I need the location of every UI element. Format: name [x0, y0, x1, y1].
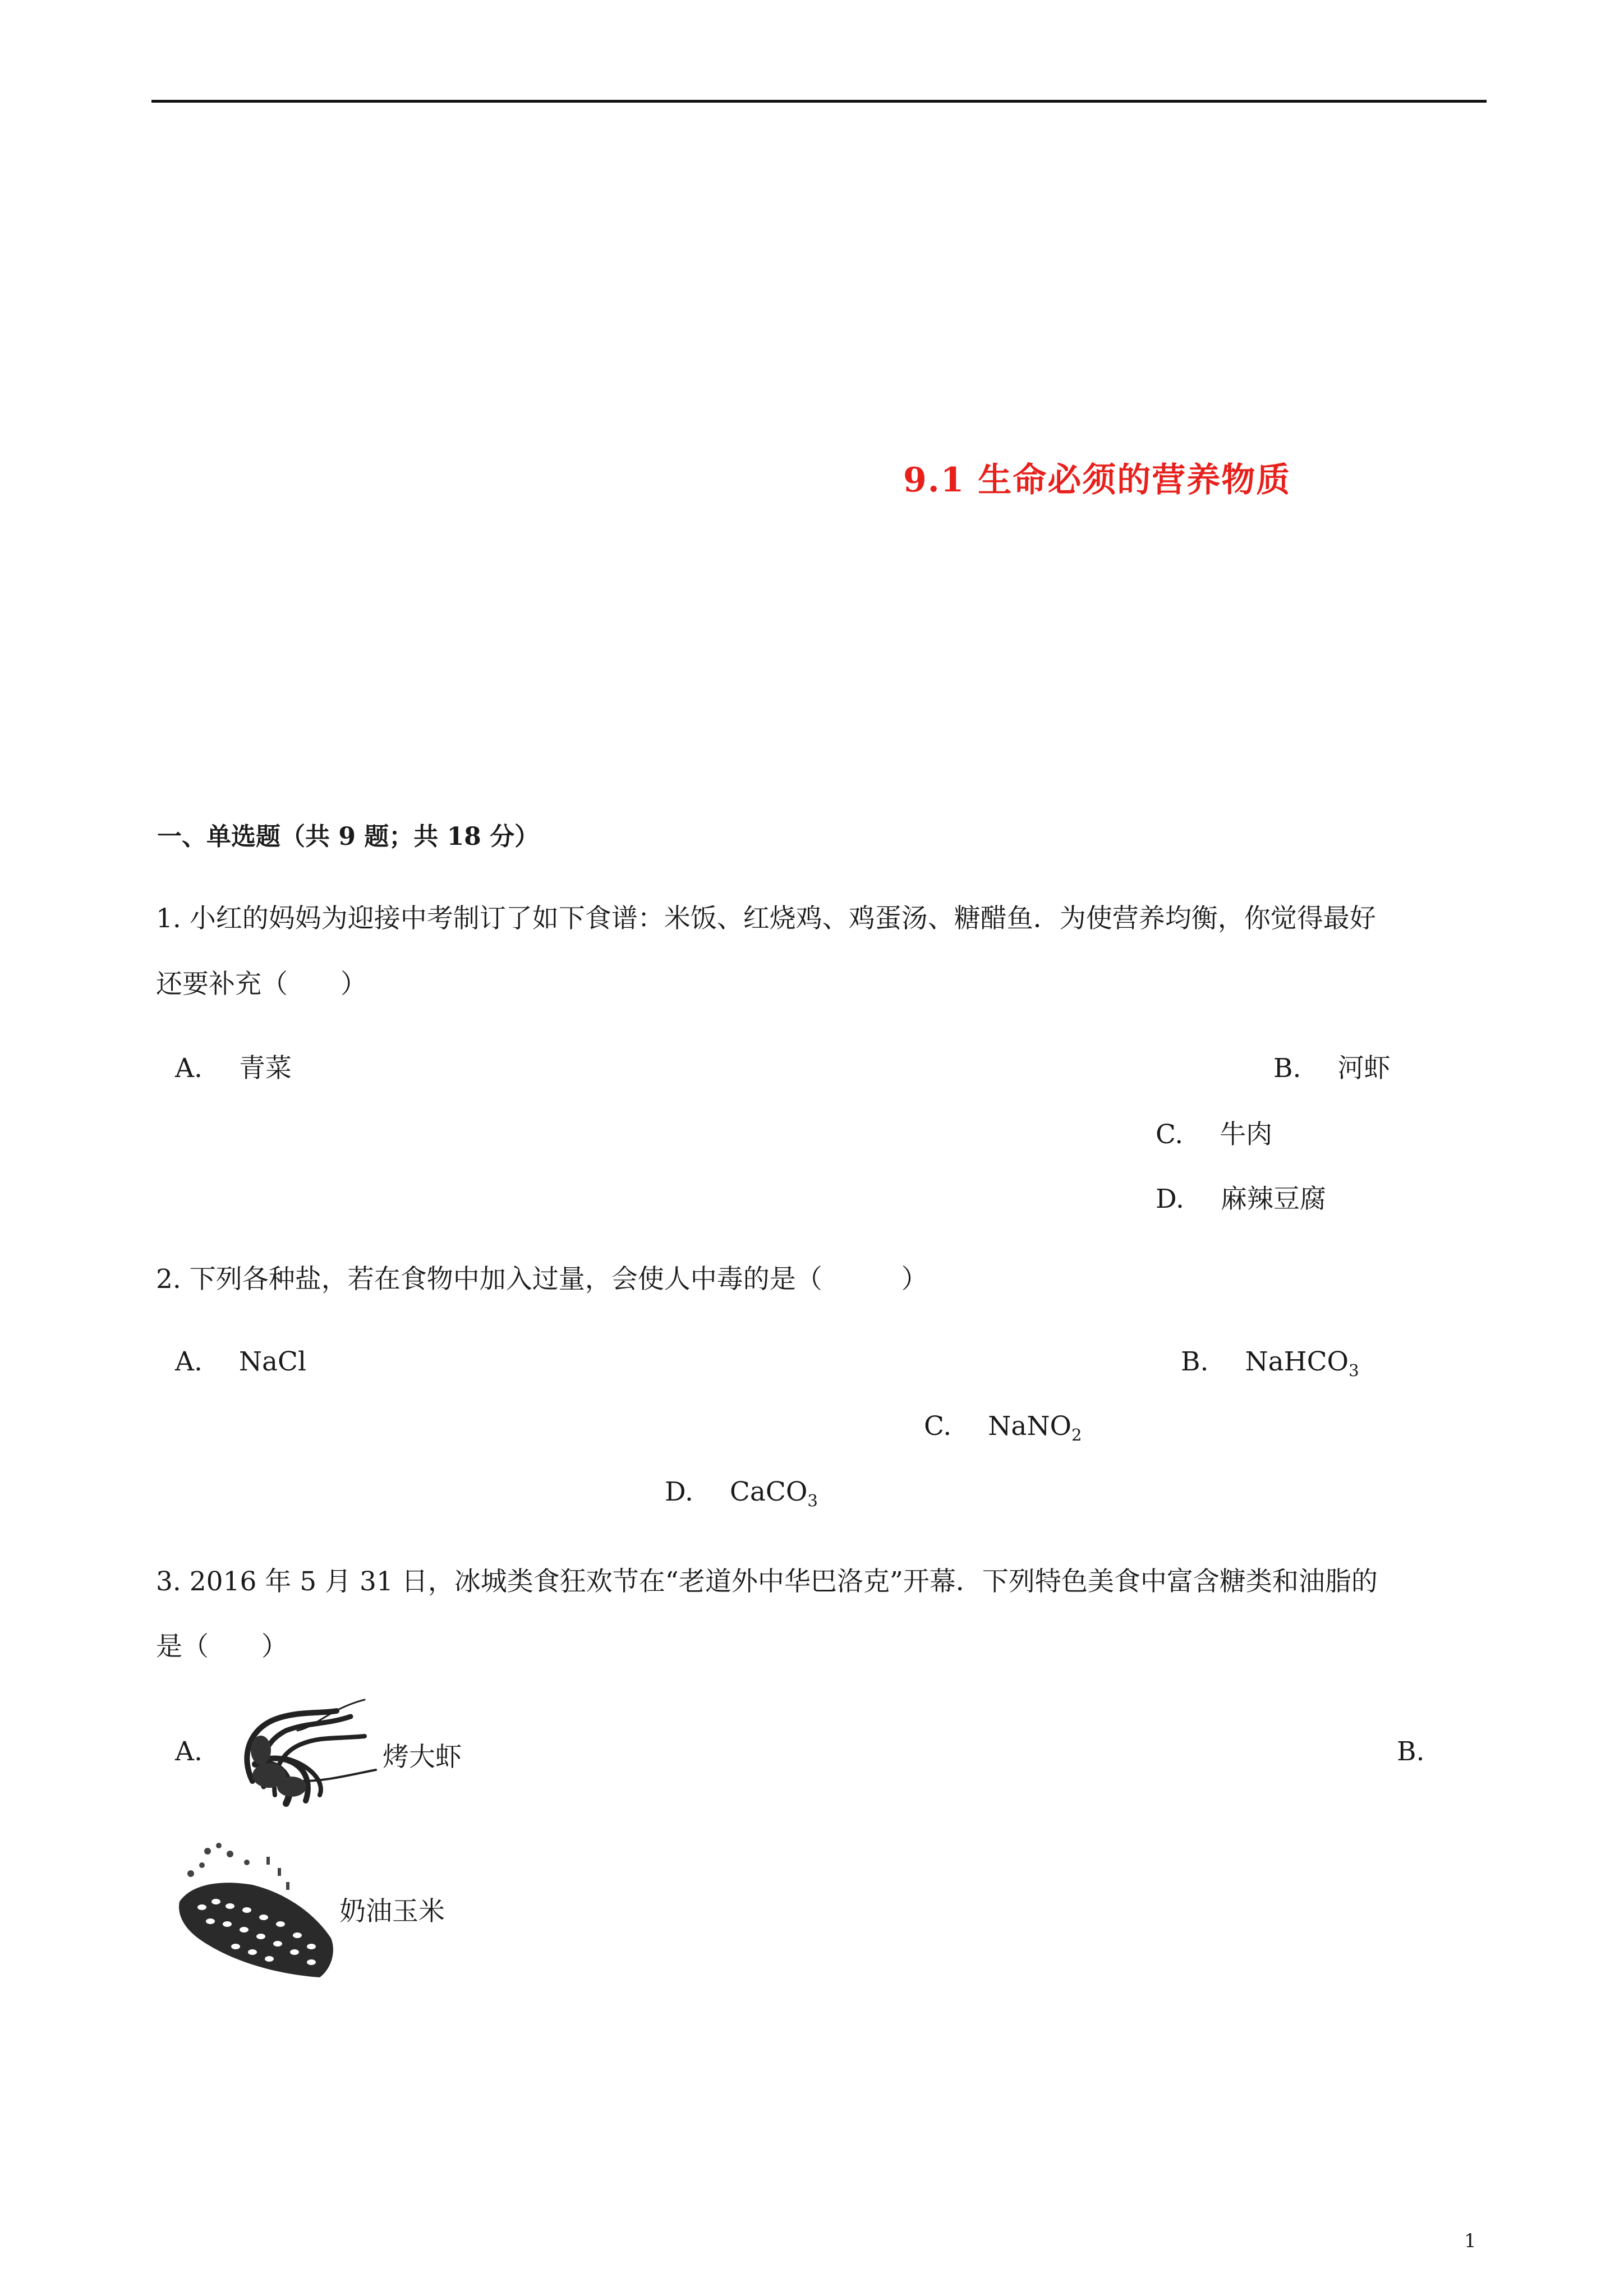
- option-formula: NaCl: [238, 1346, 306, 1377]
- q1-option-b[interactable]: [1273, 1047, 1390, 1085]
- option-text: 青菜: [238, 1053, 292, 1084]
- question-3-line-1: 3. 2016 年 5 月 31 日，冰城类食狂欢节在“老道外中华巴洛克”开幕．下列特色美食中富含糖类和油脂的: [156, 1566, 1378, 1597]
- document-title: 9.1 生命必须的营养物质: [903, 461, 1291, 500]
- page-number: 1: [1464, 2230, 1476, 2252]
- butter-corn-image: [168, 1840, 342, 1986]
- q1-option-d[interactable]: [1156, 1178, 1326, 1216]
- option-letter: A.: [175, 1053, 203, 1084]
- option-letter: B.: [1181, 1346, 1209, 1377]
- header-rule: [151, 100, 1487, 103]
- option-letter: A.: [175, 1346, 203, 1377]
- option-formula: CaCO: [729, 1476, 808, 1507]
- q1-option-c[interactable]: [1156, 1114, 1272, 1151]
- formula-subscript: 2: [1071, 1425, 1082, 1445]
- q1-option-a[interactable]: [175, 1047, 292, 1085]
- q3-option-a-text: 烤大虾: [383, 1742, 462, 1773]
- q3-option-a-letter[interactable]: A.: [175, 1736, 203, 1767]
- option-text: 河虾: [1337, 1053, 1391, 1084]
- question-2-line-1: 2. 下列各种盐，若在食物中加入过量，会使人中毒的是（ ）: [156, 1264, 928, 1295]
- option-letter: D.: [1156, 1184, 1184, 1214]
- option-text: 牛肉: [1220, 1119, 1273, 1150]
- option-text: 麻辣豆腐: [1220, 1184, 1326, 1214]
- formula-subscript: 3: [807, 1491, 818, 1511]
- option-letter: D.: [665, 1476, 693, 1507]
- formula-subscript: 3: [1349, 1361, 1359, 1381]
- q2-option-c[interactable]: [924, 1411, 1082, 1444]
- q3-option-b-text: 奶油玉米: [339, 1896, 445, 1927]
- q2-option-b[interactable]: [1181, 1346, 1359, 1380]
- question-3-line-2: 是（ ）: [156, 1631, 288, 1662]
- option-letter: B.: [1273, 1053, 1301, 1084]
- q3-option-b-letter[interactable]: B.: [1397, 1736, 1425, 1767]
- q2-option-d[interactable]: [665, 1476, 818, 1510]
- question-1-line-2: 还要补充（ ）: [156, 969, 367, 1000]
- option-formula: NaHCO: [1245, 1346, 1349, 1377]
- q2-option-a[interactable]: [175, 1346, 306, 1377]
- question-1-line-1: 1. 小红的妈妈为迎接中考制订了如下食谱：米饭、红烧鸡、鸡蛋汤、糖醋鱼．为使营养均衡，你觉得最好: [156, 903, 1376, 934]
- option-letter: C.: [924, 1411, 952, 1442]
- section-heading: 一、单选题（共 9 题；共 18 分）: [157, 822, 540, 851]
- option-letter: C.: [1156, 1119, 1184, 1150]
- option-formula: NaNO: [988, 1411, 1071, 1442]
- grilled-shrimp-image: [230, 1697, 381, 1815]
